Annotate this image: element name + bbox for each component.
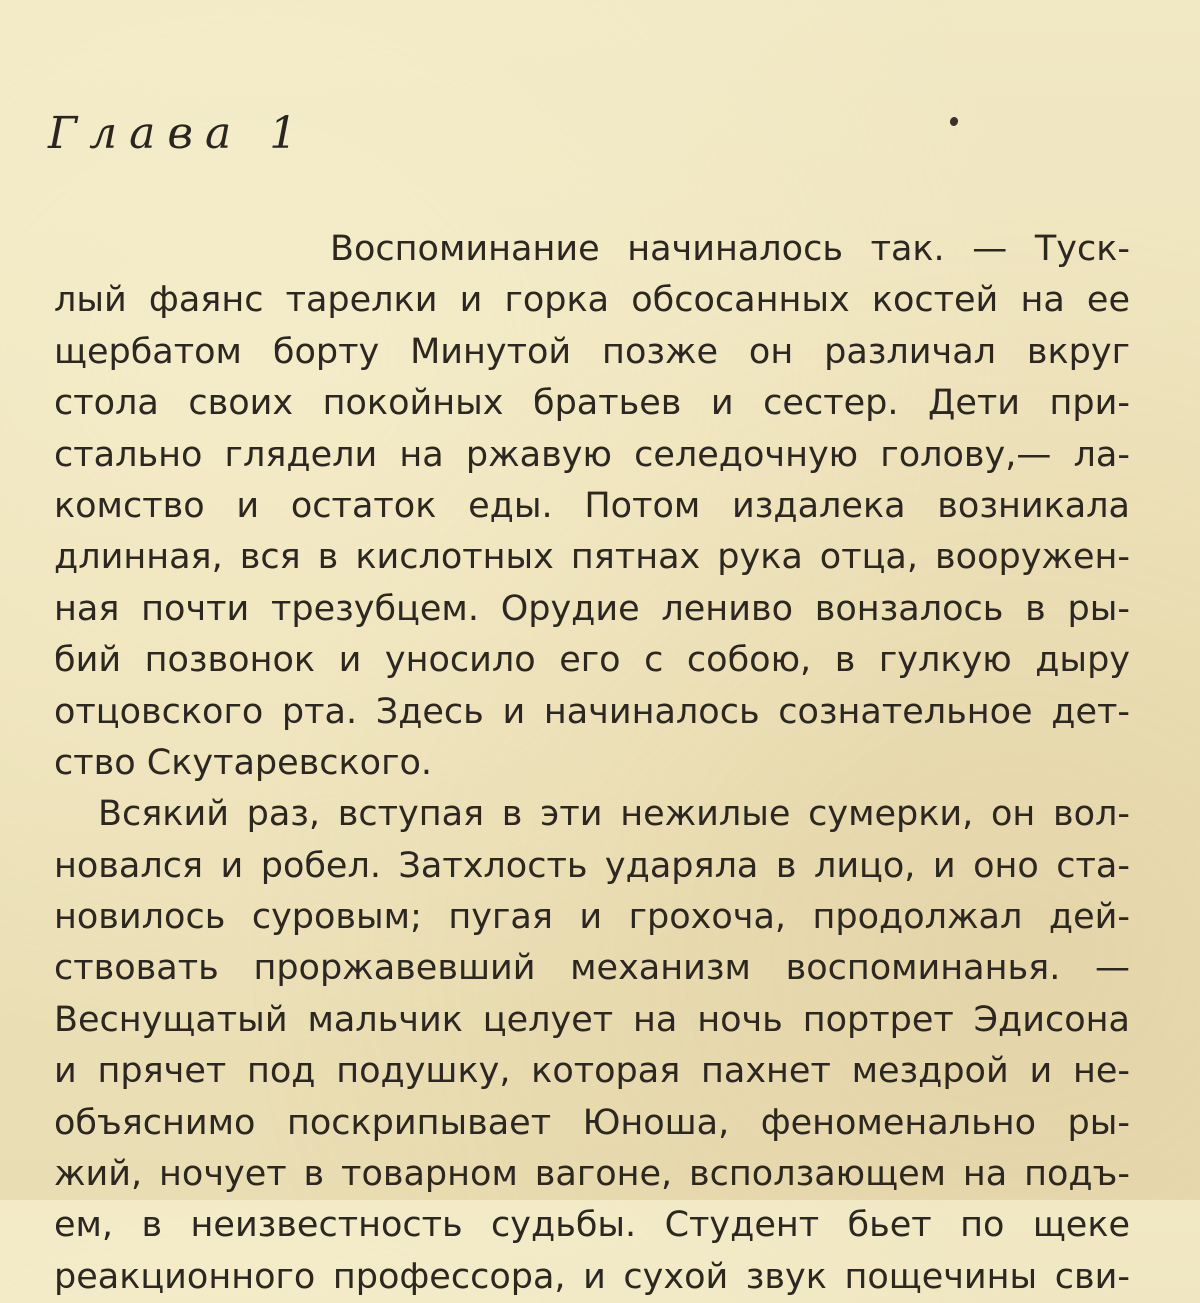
text-line: новилось суровым; пугая и грохоча, продолжал дей- <box>54 897 1130 938</box>
ink-spot <box>949 116 960 127</box>
text-line: Всякий раз, вступая в эти нежилые сумерки, он вол- <box>98 794 1130 835</box>
text-line: щербатом борту Минутой позже он различал вкруг <box>54 331 1130 372</box>
text-line: Воспоминание начиналось так. — Туск- <box>330 229 1130 269</box>
text-line: комство и остаток еды. Потом издалека возникала <box>54 485 1130 526</box>
text-line: жий, ночует в товарном вагоне, всползающем на подъ- <box>54 1154 1130 1195</box>
text-line: ство Скутаревского. <box>54 742 433 783</box>
text-line: новался и робел. Затхлость ударяла в лицо, и оно ста- <box>54 845 1130 886</box>
paragraph-1 <box>54 224 1130 789</box>
text-line: ем, в неизвестность судьбы. Студент бьет по щеке <box>54 1205 1130 1246</box>
body-text <box>54 224 1130 1303</box>
text-line: объяснимо поскрипывает Юноша, феноменально ры- <box>54 1102 1130 1143</box>
text-line: и прячет под подушку, которая пахнет мездрой и не- <box>54 1051 1130 1092</box>
text-line: Веснущатый мальчик целует на ночь портрет Эдисона <box>54 999 1130 1040</box>
text-line: стально глядели на ржавую селедочную голову,— ла- <box>54 434 1130 475</box>
text-line: реакционного профессора, и сухой звук пощечины сви- <box>54 1256 1130 1297</box>
text-line: лый фаянс тарелки и горка обсосанных костей на ее <box>54 280 1130 321</box>
text-line: ствовать проржавевший механизм воспоминанья. — <box>54 948 1130 989</box>
chapter-title: Глава 1 <box>48 108 310 159</box>
paragraph-2 <box>54 789 1130 1303</box>
text-line: отцовского рта. Здесь и начиналось сознательное дет- <box>54 691 1130 732</box>
text-line: бий позвонок и уносило его с собою, в гулкую дыру <box>54 640 1130 681</box>
text-line: ная почти трезубцем. Орудие лениво вонзалось в ры- <box>54 588 1130 629</box>
text-line: стола своих покойных братьев и сестер. Дети при- <box>54 383 1130 424</box>
text-line: длинная, вся в кислотных пятнах рука отца, вооружен- <box>54 537 1130 578</box>
